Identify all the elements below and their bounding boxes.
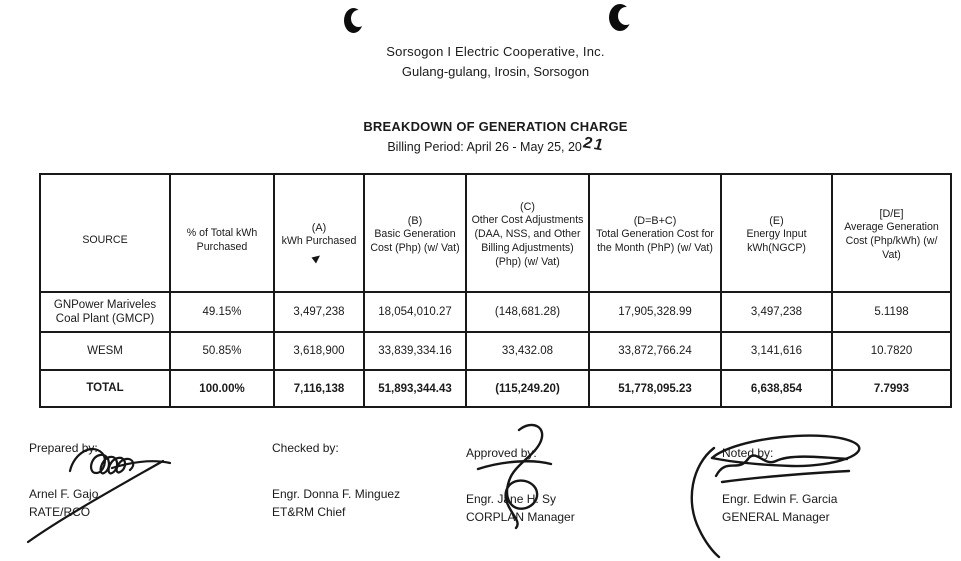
checked-by-name: Engr. Donna F. Minguez bbox=[272, 487, 401, 501]
cell-energy: 6,638,854 bbox=[721, 370, 832, 407]
col-code bbox=[174, 211, 270, 227]
cell-pct: 50.85% bbox=[170, 332, 274, 370]
noted-by-name: Engr. Edwin F. Garcia bbox=[722, 492, 838, 506]
cell-avg: 10.7820 bbox=[832, 332, 951, 370]
col-code: (E) bbox=[769, 214, 784, 227]
table-row-wesm bbox=[40, 332, 951, 370]
cell-avg: 5.1198 bbox=[832, 292, 951, 332]
col-code: (C) bbox=[520, 200, 535, 213]
approved-by-name: Engr. Jane H. Sy bbox=[466, 492, 557, 506]
signature-block-prepared bbox=[29, 441, 98, 520]
col-header-basic-gen-cost bbox=[364, 174, 466, 292]
cell-total: 33,872,766.24 bbox=[589, 332, 721, 370]
col-label: Energy Input kWh(NGCP) bbox=[746, 228, 807, 255]
cell-source: GNPower Mariveles Coal Plant (GMCP) bbox=[40, 292, 170, 332]
cell-total: 17,905,328.99 bbox=[589, 292, 721, 332]
cell-basic: 33,839,334.16 bbox=[364, 332, 466, 370]
cell-other: (148,681.28) bbox=[466, 292, 589, 332]
cell-avg: 7.7993 bbox=[832, 370, 951, 407]
checked-by-title: ET&RM Chief bbox=[272, 505, 346, 519]
table-row-gmcp bbox=[40, 292, 951, 332]
pen-mark-icon bbox=[311, 255, 321, 264]
billing-period-text: Billing Period: April 26 - May 25, 20 bbox=[387, 140, 582, 154]
cell-basic: 51,893,344.43 bbox=[364, 370, 466, 407]
col-label: Basic Generation Cost (Php) (w/ Vat) bbox=[370, 228, 460, 255]
noted-by-label: Noted by: bbox=[722, 446, 774, 460]
col-code: (D=B+C) bbox=[633, 214, 677, 227]
col-label: Other Cost Adjustments (DAA, NSS, and Other Billing Adjustments) (Php) (w/ Vat) bbox=[471, 214, 584, 269]
cell-kwh: 3,618,900 bbox=[274, 332, 364, 370]
cell-total: 51,778,095.23 bbox=[589, 370, 721, 407]
cell-energy: 3,497,238 bbox=[721, 292, 832, 332]
cell-other: (115,249.20) bbox=[466, 370, 589, 407]
col-header-avg-gen-cost bbox=[832, 174, 951, 292]
col-header-total-gen-cost bbox=[589, 174, 721, 292]
generation-charge-table bbox=[39, 173, 952, 408]
cell-kwh: 7,116,138 bbox=[274, 370, 364, 407]
billing-period-handwritten-year: 21 bbox=[580, 134, 607, 155]
signature-block-checked bbox=[272, 441, 400, 520]
col-code: (B) bbox=[407, 214, 423, 227]
crescent-mark-right-icon bbox=[609, 4, 633, 31]
billing-period bbox=[15, 134, 961, 156]
col-label: % of Total kWh Purchased bbox=[186, 227, 258, 253]
org-name: Sorsogon I Electric Cooperative, Inc. bbox=[386, 44, 605, 59]
cell-energy: 3,141,616 bbox=[721, 332, 832, 370]
crescent-mark-left-icon bbox=[344, 8, 364, 33]
col-code: (A) bbox=[311, 221, 327, 234]
checked-by-label: Checked by: bbox=[272, 441, 339, 455]
cell-pct: 49.15% bbox=[170, 292, 274, 332]
col-header-pct bbox=[170, 174, 274, 292]
org-address: Gulang-gulang, Irosin, Sorsogon bbox=[401, 64, 590, 79]
table-row-total bbox=[40, 370, 951, 407]
cell-basic: 18,054,010.27 bbox=[364, 292, 466, 332]
col-header-kwh-purchased bbox=[274, 174, 364, 292]
col-header-energy-input bbox=[721, 174, 832, 292]
cell-source: TOTAL bbox=[40, 370, 170, 407]
signature-block-approved bbox=[466, 446, 575, 525]
col-header-source bbox=[40, 174, 170, 292]
document-title: BREAKDOWN OF GENERATION CHARGE bbox=[363, 119, 628, 134]
cell-pct: 100.00% bbox=[170, 370, 274, 407]
prepared-by-name: Arnel F. Gajo bbox=[29, 487, 99, 501]
col-header-other-cost-adj bbox=[466, 174, 589, 292]
signature-block-noted bbox=[722, 446, 837, 525]
col-code bbox=[44, 218, 166, 234]
table-header-row bbox=[40, 174, 951, 292]
col-code: [D/E] bbox=[879, 207, 904, 220]
cell-other: 33,432.08 bbox=[466, 332, 589, 370]
cell-source: WESM bbox=[40, 332, 170, 370]
col-label: Average Generation Cost (Php/kWh) (w/ Vat) bbox=[844, 221, 939, 262]
approved-by-title: CORPLAN Manager bbox=[466, 510, 575, 524]
prepared-by-label: Prepared by: bbox=[29, 441, 98, 455]
cell-kwh: 3,497,238 bbox=[274, 292, 364, 332]
approved-by-label: Approved by: bbox=[466, 446, 537, 460]
col-label: kWh Purchased bbox=[281, 235, 357, 248]
col-label: Total Generation Cost for the Month (PhP) (w/ Vat) bbox=[596, 228, 714, 255]
col-label: SOURCE bbox=[82, 234, 128, 247]
noted-by-title: GENERAL Manager bbox=[722, 510, 830, 524]
prepared-by-title: RATE/RCO bbox=[29, 505, 91, 519]
